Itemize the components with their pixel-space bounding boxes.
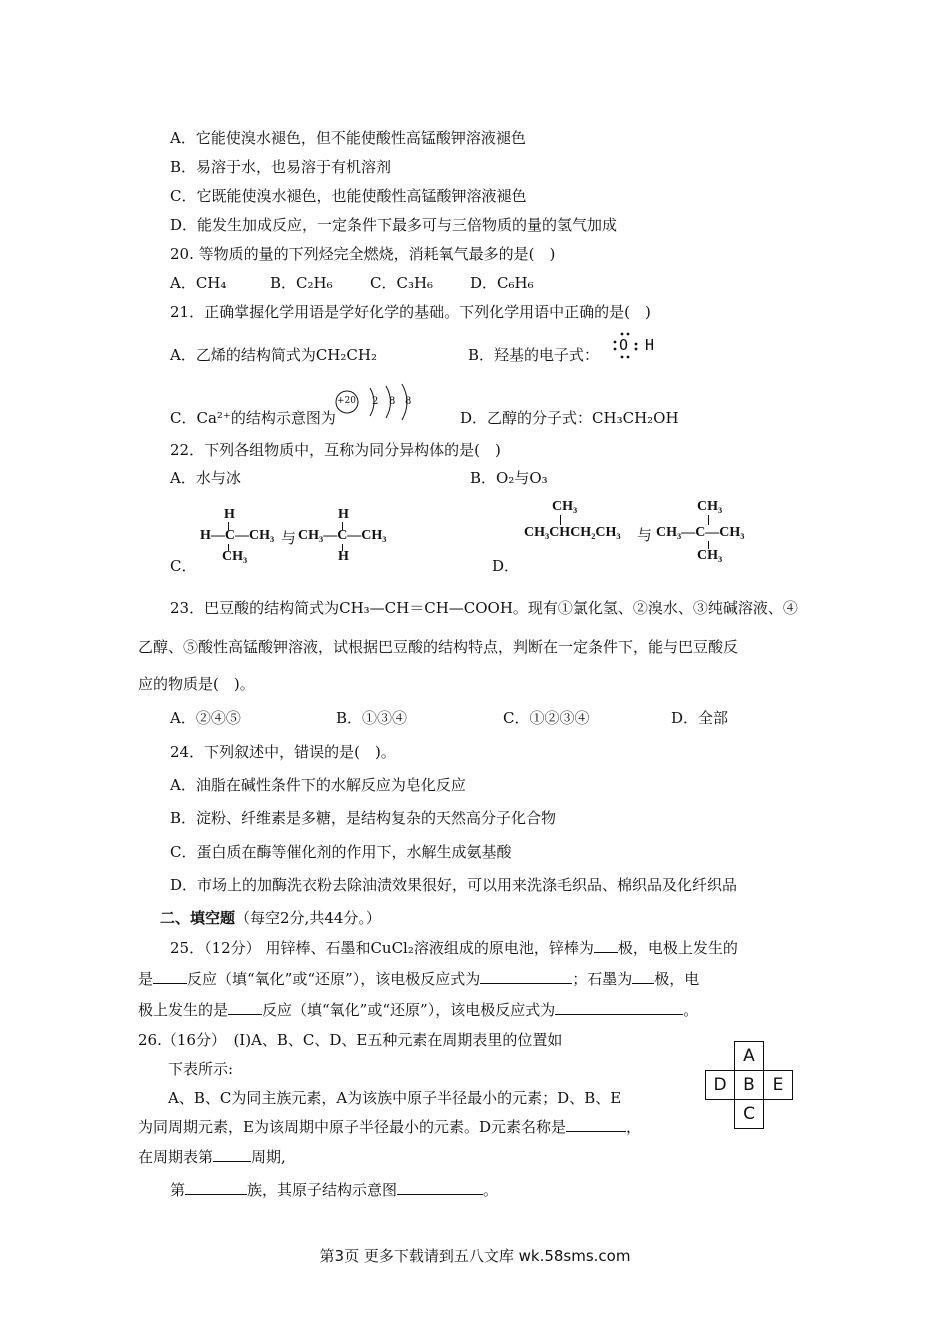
- q24-option-c: C．蛋白质在酶等催化剂的作用下，水解生成氨基酸: [170, 843, 512, 861]
- q23-option-d: D．全部: [671, 709, 729, 727]
- q26-text-2: ，: [625, 1118, 641, 1136]
- q26-blank-period[interactable]: [213, 1147, 251, 1162]
- q25-line-2: [138, 969, 699, 989]
- q25-text-8: 反应（填“氧化”或“还原”），该电极反应式为: [262, 1001, 556, 1019]
- q20-option-c: C．C₃H₆: [370, 274, 434, 292]
- q19-option-c: C．它既能使溴水褪色，也能使酸性高锰酸钾溶液褪色: [170, 187, 527, 205]
- q25-text-9: 。: [683, 1001, 699, 1019]
- q22d-left-top: CH₃: [552, 499, 578, 514]
- cell-b: B: [734, 1070, 764, 1100]
- q22d-right-bottom: CH₃: [697, 548, 723, 563]
- q26-text-7: 。: [483, 1181, 499, 1199]
- q20-stem: 20. 等物质的量的下列烃完全燃烧，消耗氧气最多的是( ): [170, 245, 556, 263]
- q21-option-a: A．乙烯的结构简式为CH₂CH₂: [170, 346, 377, 364]
- ca-shell-3: 8: [405, 396, 412, 407]
- q25-text-6: 极，电: [654, 970, 700, 988]
- q22c-left-bottom: CH₃: [222, 549, 248, 564]
- q21-option-c: C．Ca²⁺的结构示意图为: [170, 409, 336, 427]
- q22c-join: 与: [281, 529, 297, 547]
- q24-stem: 24．下列叙述中，错误的是( )。: [170, 743, 396, 761]
- q20-option-a: A．CH₄: [170, 274, 227, 292]
- q22-option-c: C．: [170, 557, 197, 575]
- q23-line-1: 23．巴豆酸的结构简式为CH₃—CH＝CH—COOH。现有①氯化氢、②溴水、③纯碱溶液、④: [170, 599, 798, 617]
- q25-text-5: ；石墨为: [572, 970, 633, 988]
- q19-option-b: B．易溶于水，也易溶于有机溶剂: [170, 158, 392, 176]
- ca-shell-1: 2: [372, 396, 379, 407]
- q26-text-4: 周期,: [251, 1148, 286, 1166]
- q20-option-b: B．C₂H₆: [270, 274, 333, 292]
- q23-option-b: B．①③④: [336, 709, 408, 727]
- q23-line-3: 应的物质是( )。: [138, 675, 255, 693]
- q26-blank-group[interactable]: [185, 1180, 247, 1195]
- q25-blank-c-equation[interactable]: [555, 1000, 683, 1015]
- q23-line-2: 乙醇、⑤酸性高锰酸钾溶液，试根据巴豆酸的结构特点，判断在一定条件下，能与巴豆酸反: [138, 638, 739, 656]
- q26-text-1: 为同周期元素，E为该周期中原子半径最小的元素。D元素名称是: [138, 1118, 566, 1136]
- q26-text-6: 族，其原子结构示意图: [247, 1181, 398, 1199]
- q26-line-4: [138, 1117, 641, 1137]
- q22-stem: 22．下列各组物质中，互称为同分异构体的是( ): [170, 441, 501, 459]
- q25-text-3: 是: [138, 970, 154, 988]
- ca-shell-2: 8: [389, 396, 396, 407]
- cell-a: A: [734, 1041, 764, 1071]
- section-title: 二、填空题: [160, 909, 236, 927]
- q23-option-a: A．②④⑤: [170, 709, 241, 727]
- q25-blank-zn-pole[interactable]: [594, 938, 618, 953]
- q19-option-a: A．它能使溴水褪色，但不能使酸性高锰酸钾溶液褪色: [170, 129, 526, 147]
- q25-text-4: 反应（填“氧化”或“还原”），该电极反应式为: [187, 970, 481, 988]
- q23-option-c: C．①②③④: [503, 709, 590, 727]
- q21-option-d: D．乙醇的分子式：CH₃CH₂OH: [460, 409, 679, 427]
- q26-line-2: 下表所示:: [168, 1060, 234, 1078]
- q22c-left-main: H—C—CH₃: [200, 528, 275, 543]
- q26-line-1: 26.（16分） (Ⅰ)A、B、C、D、E五种元素在周期表里的位置如: [138, 1031, 563, 1049]
- q25-line-3: [138, 1000, 698, 1020]
- q24-option-a: A．油脂在碱性条件下的水解反应为皂化反应: [170, 776, 466, 794]
- cell-c: C: [734, 1099, 764, 1129]
- q26-line-5: [138, 1147, 286, 1167]
- q24-option-b: B．淀粉、纤维素是多糖，是结构复杂的天然高分子化合物: [170, 809, 557, 827]
- q25-blank-zn-reaction[interactable]: [153, 969, 187, 984]
- q19-option-d: D．能发生加成反应，一定条件下最多可与三倍物质的量的氢气加成: [170, 216, 618, 234]
- q22d-right-top: CH₃: [697, 499, 723, 514]
- q22c-left-top: H: [224, 507, 235, 522]
- q24-option-d: D．市场上的加酶洗衣粉去除油渍效果很好，可以用来洗涤毛织品、棉织品及化纤织品: [170, 876, 738, 894]
- q26-blank-d-name[interactable]: [566, 1117, 626, 1132]
- q22c-right-main: CH₃—C—CH₃: [298, 528, 387, 543]
- q22d-right-main: CH₃—C—CH₃: [656, 525, 745, 540]
- q20-option-d: D．C₆H₆: [470, 274, 534, 292]
- q25-blank-zn-equation[interactable]: [480, 969, 572, 984]
- ca-ion-structure-diagram: [334, 382, 414, 428]
- q21-option-b: B．羟基的电子式：: [468, 346, 600, 364]
- section-note: （每空2分,共44分。）: [235, 909, 381, 927]
- q26-text-5: 第: [170, 1181, 186, 1199]
- q26-text-3: 在周期表第: [138, 1148, 214, 1166]
- hydroxyl-electron-formula: [612, 330, 662, 360]
- q25-text-7: 极上发生的是: [138, 1001, 229, 1019]
- hydroxyl-formula-text: O H: [619, 336, 659, 354]
- cell-d: D: [705, 1070, 735, 1100]
- q25-line-1: [170, 938, 738, 958]
- q22d-left-main: CH₃CHCH₂CH₃: [524, 525, 621, 540]
- q22-option-b: B．O₂与O₃: [470, 469, 548, 487]
- q26-line-3: A、B、C为同主族元素，A为该族中原子半径最小的元素；D、B、E: [168, 1089, 622, 1107]
- q22c-right-bottom: H: [338, 549, 349, 564]
- q26-line-6: [170, 1180, 498, 1200]
- ca-nucleus-charge: +20: [337, 396, 356, 406]
- section-heading: [160, 908, 381, 928]
- q25-blank-c-reaction[interactable]: [228, 1000, 262, 1015]
- q21-stem: 21．正确掌握化学用语是学好化学的基础。下列化学用语中正确的是( ): [170, 303, 651, 321]
- cell-e: E: [763, 1070, 793, 1100]
- q22c-right-top: H: [338, 507, 349, 522]
- q22d-join: 与: [637, 526, 653, 544]
- q25-text-2: 极，电极上发生的: [617, 939, 738, 957]
- q25-text-1: 25．（12分） 用锌棒、石墨和CuCl₂溶液组成的原电池，锌棒为: [170, 939, 594, 957]
- q22-option-d: D．: [492, 557, 520, 575]
- q22-option-a: A．水与冰: [170, 469, 241, 487]
- page-footer: 第3页 更多下载请到五八文库 wk.58sms.com: [319, 1247, 631, 1265]
- q26-blank-diagram[interactable]: [397, 1180, 483, 1195]
- q25-blank-c-pole[interactable]: [632, 969, 654, 984]
